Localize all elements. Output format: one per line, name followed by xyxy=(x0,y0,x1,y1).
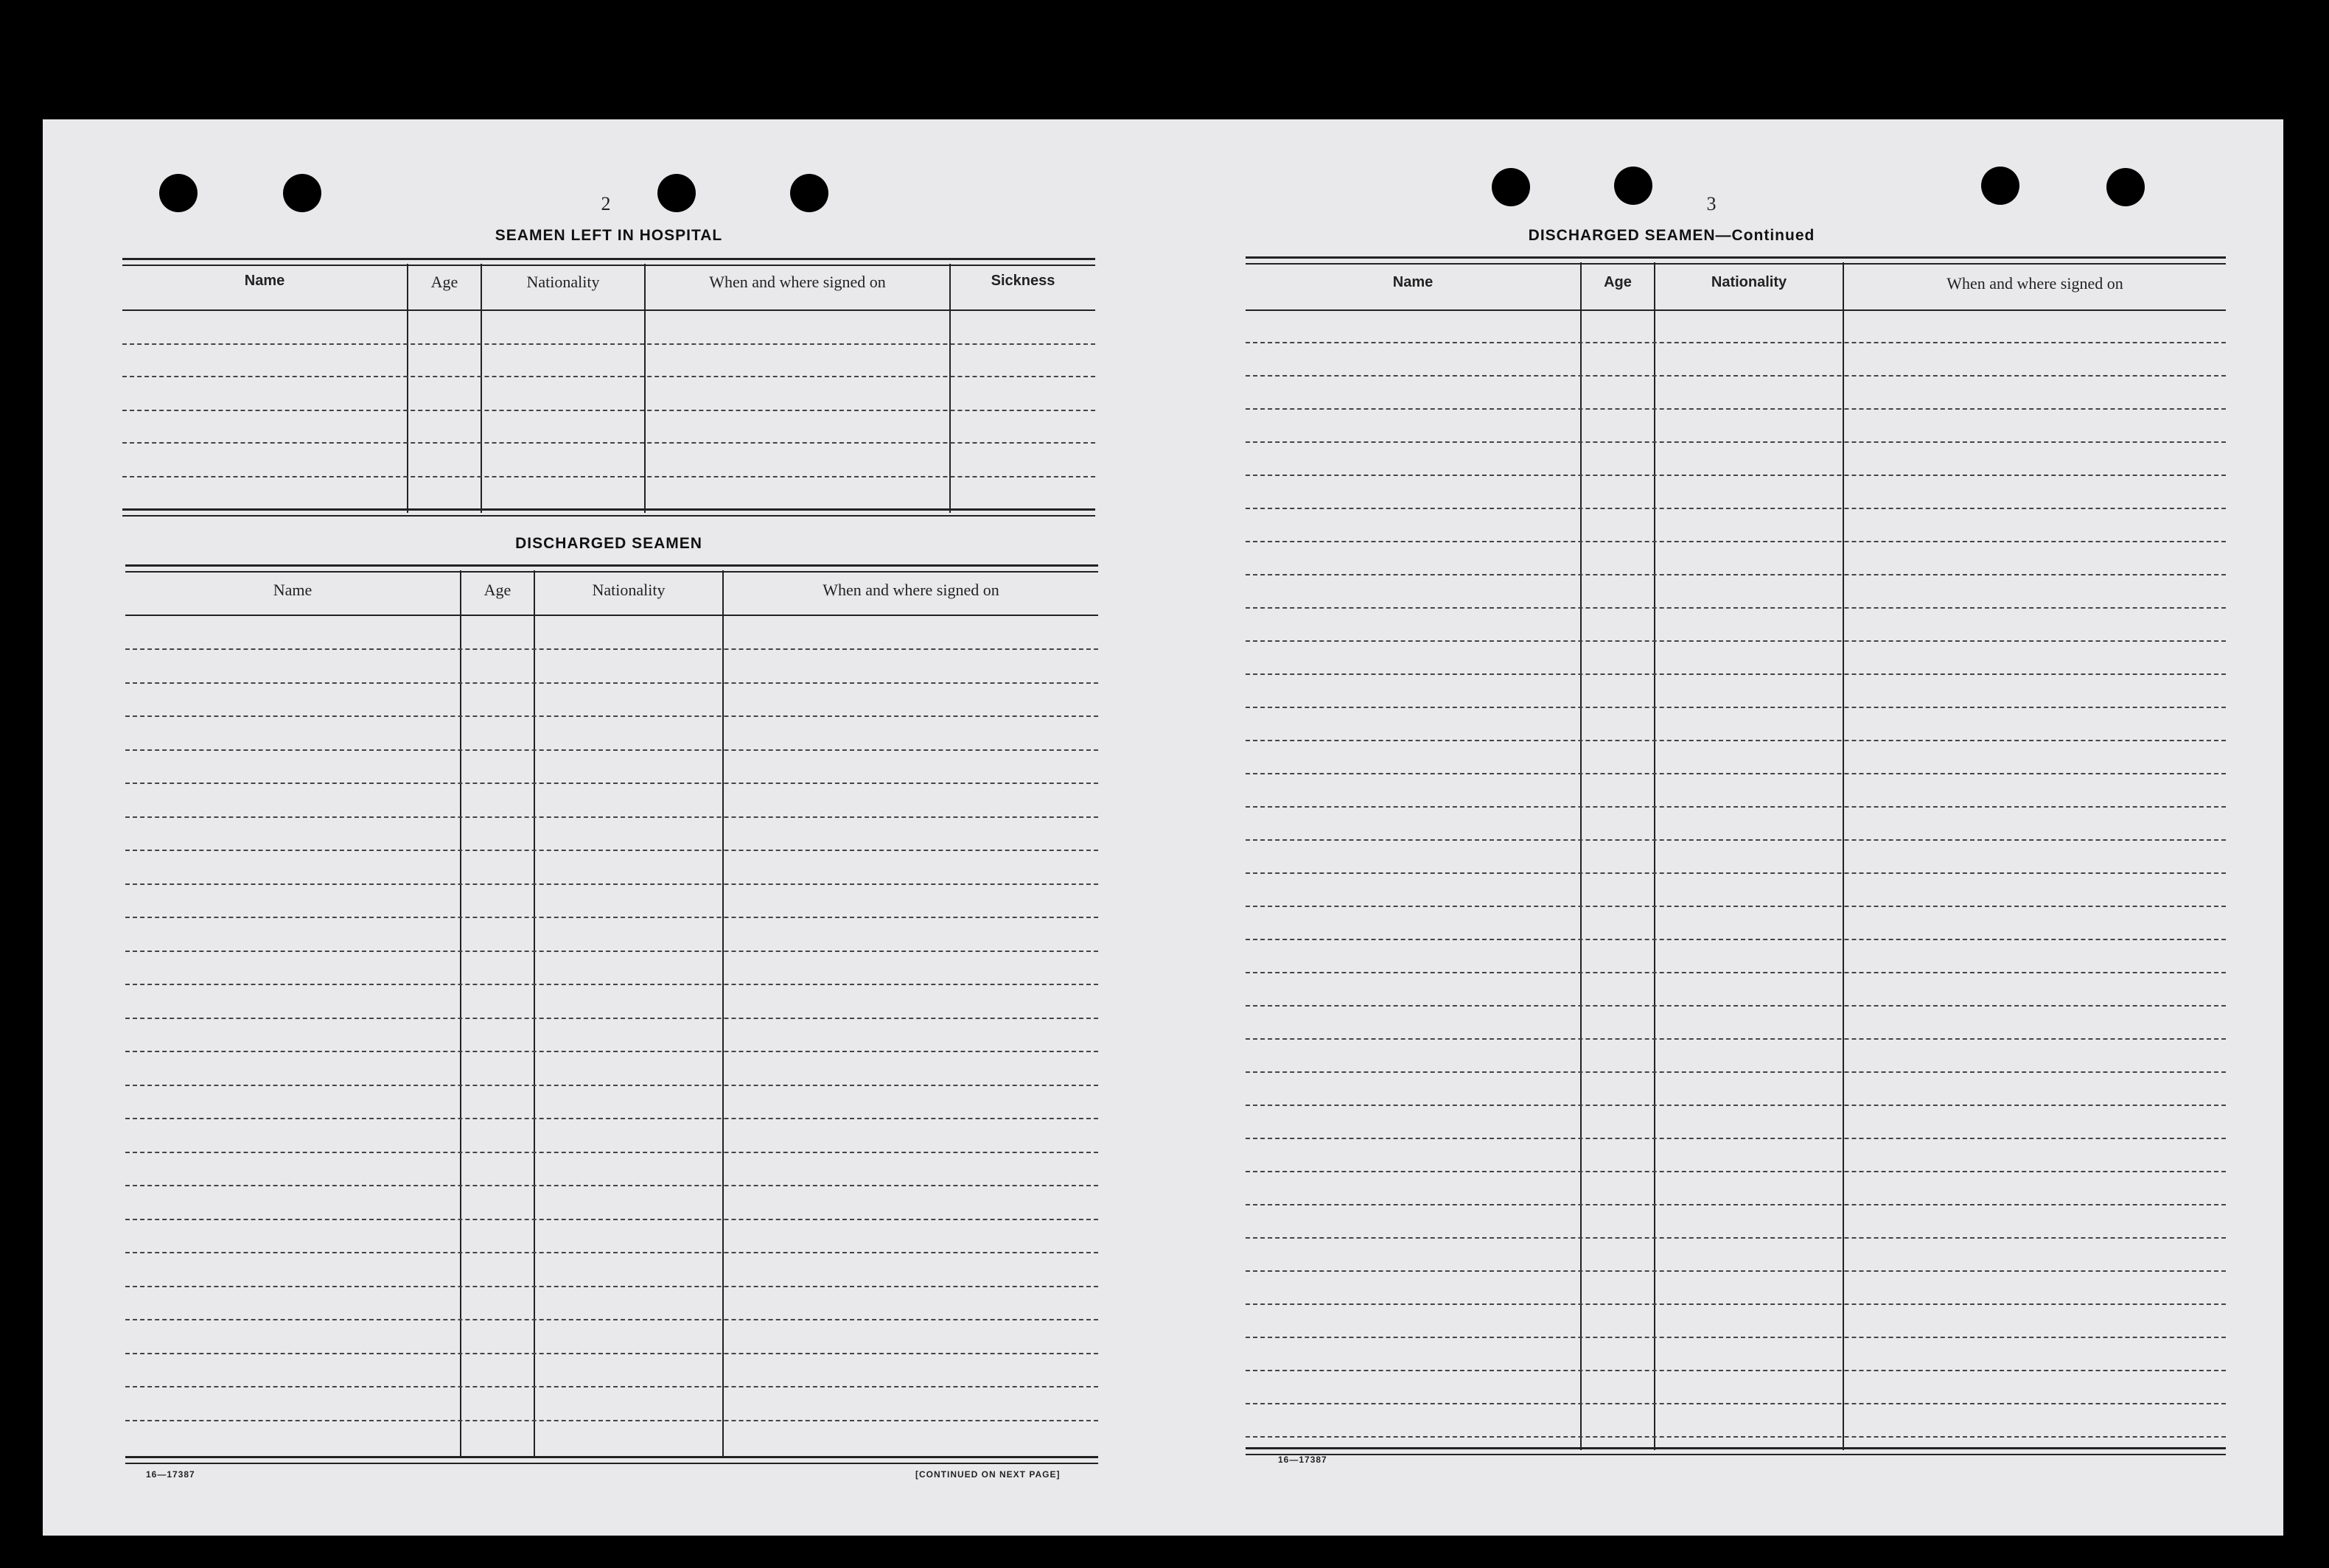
writing-line xyxy=(125,883,1098,885)
continued-note: [CONTINUED ON NEXT PAGE] xyxy=(915,1469,1061,1480)
writing-line xyxy=(1246,375,2226,377)
writing-line xyxy=(1246,1138,2226,1139)
writing-line xyxy=(1246,1237,2226,1239)
column-header-age: Age xyxy=(430,273,458,291)
discharged-table-right xyxy=(1246,256,2226,1457)
punch-hole xyxy=(657,174,696,212)
column-header-name: Name xyxy=(1392,274,1434,290)
writing-line xyxy=(1246,541,2226,542)
writing-line xyxy=(1246,673,2226,675)
discharged-table-title: DISCHARGED SEAMEN xyxy=(515,535,702,552)
page-number-left: 2 xyxy=(601,193,611,214)
writing-line xyxy=(125,1219,1098,1220)
column-header-nationality: Nationality xyxy=(592,581,666,599)
column-header-nationality: Nationality xyxy=(1711,274,1787,290)
writing-line xyxy=(1246,475,2226,476)
writing-line xyxy=(1246,640,2226,642)
writing-line xyxy=(1246,408,2226,410)
writing-line xyxy=(1246,1105,2226,1106)
page-number-right: 3 xyxy=(1706,193,1717,214)
writing-line xyxy=(125,715,1098,717)
writing-line xyxy=(1246,1171,2226,1172)
writing-line xyxy=(1246,574,2226,575)
writing-line xyxy=(125,1185,1098,1186)
column-header-signed-on: When and where signed on xyxy=(1946,274,2123,293)
writing-line xyxy=(1246,1038,2226,1040)
column-header-age: Age xyxy=(1604,274,1632,290)
writing-line xyxy=(125,1286,1098,1287)
writing-line xyxy=(125,1353,1098,1354)
writing-line xyxy=(125,1386,1098,1387)
writing-line xyxy=(125,1420,1098,1421)
writing-line xyxy=(125,1319,1098,1320)
writing-line xyxy=(125,1018,1098,1019)
column-header-sickness: Sickness xyxy=(991,273,1055,289)
writing-line xyxy=(1246,1403,2226,1404)
writing-line xyxy=(125,984,1098,985)
writing-line xyxy=(125,917,1098,918)
writing-line xyxy=(125,1085,1098,1086)
writing-line xyxy=(1246,508,2226,509)
column-header-age: Age xyxy=(483,581,511,599)
column-header-name: Name xyxy=(244,273,285,289)
writing-line xyxy=(1246,872,2226,874)
writing-line xyxy=(125,648,1098,650)
writing-line xyxy=(125,850,1098,851)
discharged-continued-title: DISCHARGED SEAMEN—Continued xyxy=(1528,227,1815,244)
column-header-signed-on: When and where signed on xyxy=(709,273,886,291)
writing-line xyxy=(1246,607,2226,609)
discharged-table-left xyxy=(125,564,1098,1460)
form-sheet xyxy=(43,119,2283,1536)
punch-hole xyxy=(1492,168,1530,206)
writing-line xyxy=(1246,707,2226,708)
writing-line xyxy=(125,783,1098,784)
writing-line xyxy=(1246,1337,2226,1338)
column-header-name: Name xyxy=(273,581,312,599)
form-number-right: 16—17387 xyxy=(1278,1455,1327,1465)
writing-line xyxy=(1246,1436,2226,1438)
writing-line xyxy=(125,1118,1098,1119)
writing-line xyxy=(125,682,1098,684)
writing-line xyxy=(125,816,1098,818)
column-header-signed-on: When and where signed on xyxy=(823,581,999,599)
hospital-table-title: SEAMEN LEFT IN HOSPITAL xyxy=(495,227,723,244)
writing-line xyxy=(1246,972,2226,973)
writing-line xyxy=(125,1252,1098,1253)
punch-hole xyxy=(159,174,198,212)
writing-line xyxy=(1246,1270,2226,1272)
writing-line xyxy=(1246,441,2226,443)
writing-line xyxy=(1246,1005,2226,1007)
writing-line xyxy=(1246,939,2226,940)
writing-line xyxy=(125,951,1098,952)
writing-line xyxy=(125,749,1098,751)
punch-hole xyxy=(1981,167,2019,205)
punch-hole xyxy=(1614,167,1652,205)
form-number-left: 16—17387 xyxy=(146,1469,195,1480)
writing-line xyxy=(1246,1370,2226,1371)
punch-hole xyxy=(2106,168,2145,206)
writing-line xyxy=(1246,906,2226,907)
writing-line xyxy=(1246,1071,2226,1073)
writing-line xyxy=(1246,806,2226,808)
writing-line xyxy=(125,1051,1098,1052)
writing-line xyxy=(1246,1204,2226,1205)
writing-line xyxy=(1246,342,2226,343)
column-header-nationality: Nationality xyxy=(526,273,600,291)
punch-hole xyxy=(283,174,321,212)
punch-hole xyxy=(790,174,828,212)
writing-line xyxy=(1246,740,2226,741)
writing-line xyxy=(1246,1303,2226,1305)
writing-line xyxy=(1246,773,2226,774)
writing-line xyxy=(125,1152,1098,1153)
writing-line xyxy=(1246,839,2226,841)
